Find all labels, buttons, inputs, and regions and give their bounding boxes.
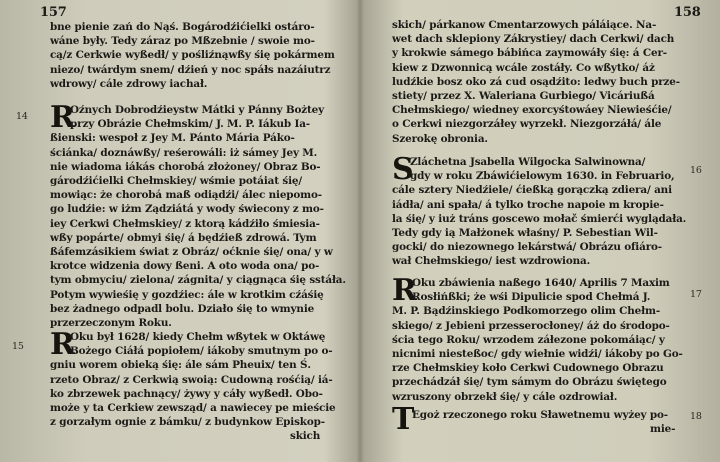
- text-line: przechádzáł śię/ tym sámym do Obrázu świętego: [392, 376, 667, 389]
- margin-number: 18: [690, 411, 702, 422]
- text-line: go ludźie: w iżm Ządziátá y wody świecony z mo-: [50, 203, 324, 216]
- text-line: gdy w roku Zbáwićielowym 1630. in Februario,: [410, 170, 675, 183]
- text-line: Egoż rzeczonego roku Sławetnemu wyżey po-: [412, 409, 668, 421]
- text-line: Potym wywieśię y gozdźiec: ále w krotkim cźáśię: [50, 288, 324, 301]
- margin-number: 16: [690, 165, 702, 176]
- text-line: bne pienie zań do Nąś. Bogárodźićielki ostáro-: [50, 21, 315, 33]
- text-line: o Cerkwi niezgorzáłey wyrzekł. Niezgorzáłá/ ále: [392, 118, 662, 131]
- text-line: wet dach sklepiony Zákrystiey/ dach Cerkwi/ dach: [392, 33, 675, 46]
- text-line: ßáfemzásikiem świat z Obráz/ oćknie śię/ ona/ y w: [50, 246, 333, 259]
- text-line: gárodźićielki Chełmskiey/ wśmie potáiat śię/: [50, 175, 302, 188]
- text-line: tym obmyciu/ zielona/ zágnita/ y ciągnąca śię sstáła.: [50, 274, 346, 287]
- text-line: Oku zbáwienia naßego 1640/ Aprilis 7 Maxim: [412, 277, 670, 289]
- text-line: wdrowy/ cále zdrowy iachał.: [50, 77, 208, 90]
- text-line: nicnimi niesteßoc/ gdy wiełnie widźi/ iákoby po Go-: [392, 348, 683, 361]
- text-line: la śię/ y iuż tráns goscewo mołač śmierći wyglądała.: [392, 212, 687, 225]
- text-line: przerzeczonym Roku.: [50, 317, 172, 330]
- text-line: gniu worem obieką śię: ále sám Pheuix/ ten Ś.: [50, 359, 311, 372]
- text-line: nie wiadoma iákás chorobá złożoney/ Obraz Bo-: [50, 160, 321, 173]
- text-line: niezo/ twárdym snem/ dźień y noc spáłs nazáiutrz: [50, 63, 331, 76]
- text-line: ścia tego Roku/ wrzodem záłezone pokomáiąc/ y: [392, 333, 665, 346]
- text-line: Bożego Ciáłá popiołem/ iákoby smutnym po o-: [70, 345, 333, 358]
- text-line: stiety/ przez X. Waleriana Gurbiego/ Vicáriußá: [392, 90, 655, 103]
- text-line: rzeto Obraz/ z Cerkwią swoią: Cudowną rośćią/ iá-: [50, 373, 333, 386]
- text-line: Oku był 1628/ kiedy Chełm wßytek w Oktáwę: [70, 331, 326, 343]
- text-line: gocki/ do niezownego lekárstwá/ Obrázu ofiáro-: [392, 241, 662, 254]
- text-line: przy Obrázie Chełmskim/ J. M. P. Iákub Ia-: [70, 118, 310, 131]
- text-line: Chełmskiego/ wiedney exorcyśtowáey Niewieśćie/: [392, 104, 672, 117]
- text-line: wzruszony obrzekł śię/ y cále ozdrowiał.: [392, 390, 618, 403]
- paragraph: [50, 327, 350, 444]
- text-line: bez żadnego odpadl bolu. Działo śię to wmynie: [50, 302, 315, 315]
- drop-initial: R: [50, 100, 75, 135]
- text-line: ściánka/ doznáwßy/ reśerowáli: iż sámey Jey M.: [50, 146, 318, 159]
- text-line: mowiąc: że chorobá maß odiądźi/ álec niepomo-: [50, 189, 322, 202]
- carry-over-paragraph: [392, 18, 692, 146]
- text-line: ludźkie bosz oko zá cud osądźito: ledwy buch prze-: [392, 75, 680, 88]
- right-page: [362, 0, 720, 462]
- margin-number: 14: [16, 111, 28, 122]
- drop-initial: R: [392, 273, 417, 308]
- page-number: 158: [674, 5, 701, 20]
- text-line: skiego/ z Jebieni przesserocłoney/ áż do środopo-: [392, 319, 670, 332]
- paragraph: [392, 152, 692, 269]
- catchword: mie-: [650, 423, 676, 436]
- text-line: Oźnych Dobrodźieystw Mátki y Pánny Bożtey: [70, 104, 325, 116]
- drop-initial: S: [392, 152, 414, 187]
- text-line: iey Cerkwi Chełmskiey/ z ktorą kádźiło śmiesia-: [50, 217, 320, 230]
- text-line: cą/z Cerkwie wyßedł/ y pośliźnąwßy śię pokármem: [50, 49, 335, 62]
- text-line: wáne były. Tedy záraz po Mßzebnie / swoie mo-: [50, 35, 315, 48]
- text-line: Zláchetna Jsabella Wilgocka Salwinowna/: [410, 156, 646, 168]
- text-line: może y ta Cerkiew zewsząd/ a nawiecey pe mieście: [50, 402, 336, 415]
- page-number: 157: [40, 5, 67, 20]
- margin-number: 17: [690, 289, 702, 300]
- paragraph: [50, 100, 350, 330]
- text-line: Tedy gdy ią Małżonek właśny/ P. Sebestian Wil-: [392, 227, 658, 240]
- text-line: krotce widzenia dowy ßeni. A oto woda ona/ po-: [50, 260, 320, 273]
- text-line: ko zbrzewek pachnący/ żywy y cáły wyßedł. Obo-: [50, 387, 323, 400]
- text-line: y krokwie sámego bábińca zaymowáły śię: á Cer-: [392, 47, 667, 60]
- text-line: iádła/ ani spała/ á tylko troche napoie m kropie-: [392, 198, 664, 211]
- paragraph: [392, 273, 692, 404]
- text-line: Rosłińßki; że wśi Dipulicie spod Chełmá J.: [412, 291, 651, 304]
- text-line: z gorzałym ognie z bámku/ z budynkow Episkop-: [50, 416, 325, 429]
- text-line: cále sztery Niedźiele/ ćießką gorączką zdiera/ ani: [392, 184, 672, 197]
- text-line: rze Chełmskiey koło Cerkwi Cudownego Obrazu: [392, 362, 664, 375]
- drop-initial: R: [50, 327, 75, 362]
- margin-number: 15: [12, 341, 24, 352]
- text-line: wßy popárte/ obmyi śię/ á będźieß zdrowá. Tym: [50, 231, 317, 244]
- catchword: skich: [290, 430, 321, 443]
- carry-over-paragraph: [50, 20, 350, 91]
- text-line: wał Chełmskiego/ iest wzdrowiona.: [392, 255, 591, 268]
- text-line: Szerokę obronia.: [392, 132, 488, 145]
- text-line: kiew z Dzwonnicą wcále zostáły. Co wßytko/ áż: [392, 61, 655, 74]
- drop-initial: T: [392, 402, 415, 437]
- text-line: M. P. Bądźinskiego Podkomorzego olim Chełm-: [392, 305, 660, 318]
- text-line: ßienski: wespoł z Jey M. Pánto Mária Páko-: [50, 132, 295, 145]
- text-line: skich/ párkanow Cmentarzowych páláiące. Na-: [392, 19, 657, 31]
- paragraph: [392, 408, 692, 436]
